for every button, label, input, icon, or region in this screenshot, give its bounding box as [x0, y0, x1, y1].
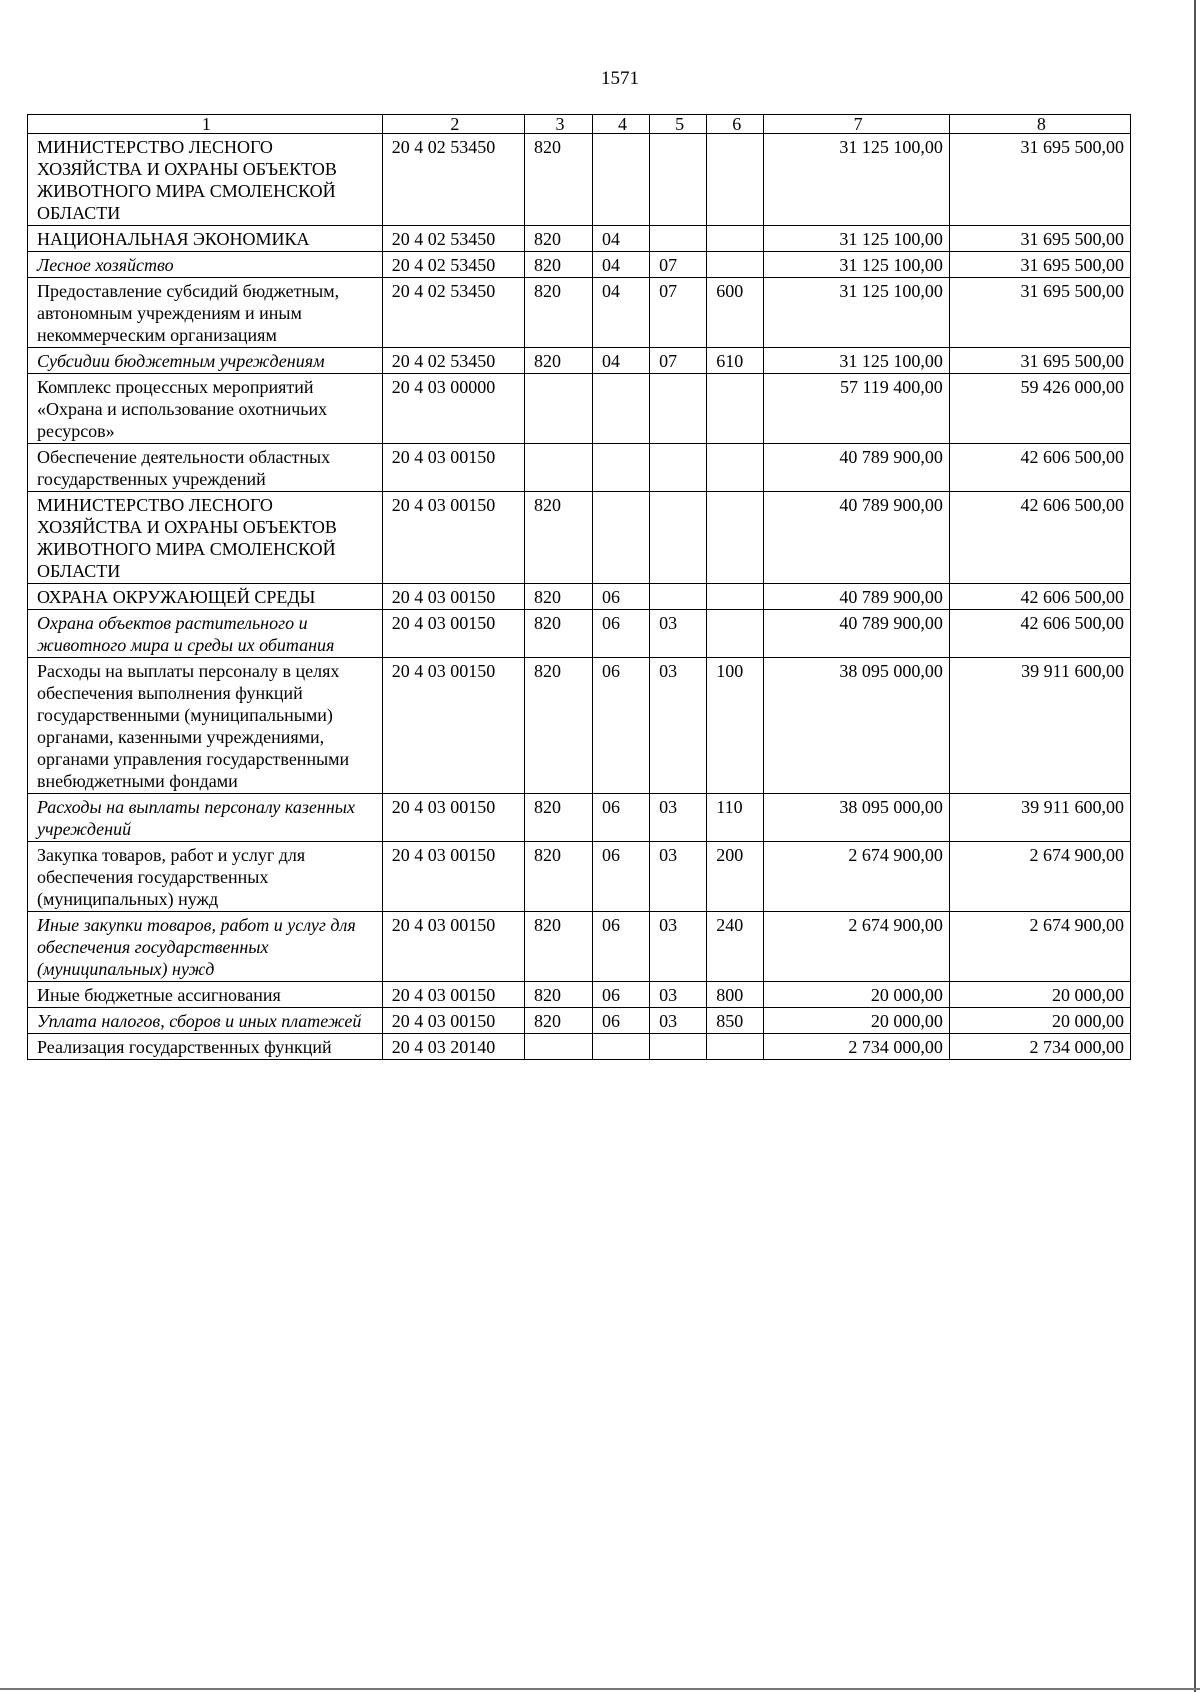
header-col-8: 8 [949, 115, 1130, 134]
table-row [28, 842, 1131, 912]
row-name-cell: Охрана объектов растительного и животного мира и среды их обитания [28, 610, 383, 658]
row-amount-year2-cell: 59 426 000,00 [949, 374, 1130, 444]
row-subsection-cell [650, 134, 707, 226]
row-section-cell: 06 [592, 982, 649, 1008]
row-expense-type-cell [707, 226, 764, 252]
row-expense-type-cell [707, 610, 764, 658]
row-subsection-cell [650, 584, 707, 610]
table-row [28, 374, 1131, 444]
row-section-cell: 04 [592, 252, 649, 278]
row-section-cell [592, 134, 649, 226]
budget-table [27, 114, 1131, 1060]
row-amount-year2-cell: 42 606 500,00 [949, 610, 1130, 658]
row-amount-year2-cell: 31 695 500,00 [949, 134, 1130, 226]
row-amount-year1-cell: 40 789 900,00 [764, 444, 949, 492]
row-section-cell: 04 [592, 348, 649, 374]
row-amount-year1-cell: 31 125 100,00 [764, 348, 949, 374]
row-expense-type-cell: 110 [707, 794, 764, 842]
row-name-cell: Обеспечение деятельности областных государственных учреждений [28, 444, 383, 492]
row-code-cell: 20 4 03 00000 [382, 374, 524, 444]
row-amount-year2-cell: 42 606 500,00 [949, 492, 1130, 584]
header-col-5: 5 [650, 115, 707, 134]
row-ministry-code-cell: 820 [525, 584, 593, 610]
row-amount-year1-cell: 38 095 000,00 [764, 794, 949, 842]
row-section-cell: 06 [592, 794, 649, 842]
row-section-cell: 06 [592, 1008, 649, 1034]
row-code-cell: 20 4 03 00150 [382, 658, 524, 794]
table-body [28, 134, 1131, 1060]
row-code-cell: 20 4 03 00150 [382, 912, 524, 982]
row-name-cell: Реализация государственных функций [28, 1034, 383, 1060]
row-expense-type-cell [707, 492, 764, 584]
row-subsection-cell: 03 [650, 1008, 707, 1034]
row-code-cell: 20 4 03 00150 [382, 842, 524, 912]
row-name-cell: Расходы на выплаты персоналу казенных учреждений [28, 794, 383, 842]
row-ministry-code-cell [525, 1034, 593, 1060]
row-subsection-cell: 03 [650, 912, 707, 982]
header-col-7: 7 [764, 115, 949, 134]
row-ministry-code-cell: 820 [525, 1008, 593, 1034]
row-expense-type-cell [707, 374, 764, 444]
table-row [28, 982, 1131, 1008]
row-subsection-cell: 07 [650, 278, 707, 348]
row-amount-year1-cell: 40 789 900,00 [764, 610, 949, 658]
row-section-cell: 04 [592, 278, 649, 348]
row-section-cell [592, 374, 649, 444]
table-row [28, 912, 1131, 982]
row-ministry-code-cell: 820 [525, 842, 593, 912]
row-name-cell: МИНИСТЕРСТВО ЛЕСНОГО ХОЗЯЙСТВА И ОХРАНЫ ОБЪЕКТОВ ЖИВОТНОГО МИРА СМОЛЕНСКОЙ ОБЛАСТИ [28, 134, 383, 226]
row-expense-type-cell [707, 584, 764, 610]
header-col-6: 6 [707, 115, 764, 134]
row-expense-type-cell: 800 [707, 982, 764, 1008]
row-ministry-code-cell: 820 [525, 278, 593, 348]
row-name-cell: Комплекс процессных мероприятий «Охрана и использование охотничьих ресурсов» [28, 374, 383, 444]
row-name-cell: НАЦИОНАЛЬНАЯ ЭКОНОМИКА [28, 226, 383, 252]
row-subsection-cell [650, 444, 707, 492]
table-row [28, 1008, 1131, 1034]
row-ministry-code-cell: 820 [525, 492, 593, 584]
row-amount-year1-cell: 2 674 900,00 [764, 912, 949, 982]
row-code-cell: 20 4 02 53450 [382, 252, 524, 278]
table-row [28, 658, 1131, 794]
row-subsection-cell [650, 226, 707, 252]
row-amount-year1-cell: 40 789 900,00 [764, 584, 949, 610]
table-row [28, 278, 1131, 348]
row-amount-year2-cell: 31 695 500,00 [949, 252, 1130, 278]
row-name-cell: Закупка товаров, работ и услуг для обеспечения государственных (муниципальных) нужд [28, 842, 383, 912]
row-subsection-cell [650, 1034, 707, 1060]
page-number: 1571 [601, 68, 639, 89]
header-col-1: 1 [28, 115, 383, 134]
table-row [28, 444, 1131, 492]
table-row [28, 794, 1131, 842]
row-name-cell: Иные бюджетные ассигнования [28, 982, 383, 1008]
row-code-cell: 20 4 03 00150 [382, 1008, 524, 1034]
page-edge-right [1194, 0, 1196, 1692]
row-amount-year2-cell: 31 695 500,00 [949, 278, 1130, 348]
row-name-cell: МИНИСТЕРСТВО ЛЕСНОГО ХОЗЯЙСТВА И ОХРАНЫ ОБЪЕКТОВ ЖИВОТНОГО МИРА СМОЛЕНСКОЙ ОБЛАСТИ [28, 492, 383, 584]
table-row [28, 492, 1131, 584]
row-subsection-cell [650, 492, 707, 584]
row-amount-year2-cell: 42 606 500,00 [949, 584, 1130, 610]
row-expense-type-cell: 200 [707, 842, 764, 912]
table-row [28, 348, 1131, 374]
row-subsection-cell: 07 [650, 348, 707, 374]
row-amount-year2-cell: 20 000,00 [949, 1008, 1130, 1034]
row-subsection-cell: 03 [650, 794, 707, 842]
row-amount-year1-cell: 31 125 100,00 [764, 134, 949, 226]
row-ministry-code-cell: 820 [525, 912, 593, 982]
table-row [28, 252, 1131, 278]
row-code-cell: 20 4 03 00150 [382, 584, 524, 610]
row-amount-year2-cell: 31 695 500,00 [949, 348, 1130, 374]
row-name-cell: Лесное хозяйство [28, 252, 383, 278]
header-col-2: 2 [382, 115, 524, 134]
row-section-cell: 06 [592, 584, 649, 610]
row-section-cell: 06 [592, 842, 649, 912]
row-expense-type-cell [707, 252, 764, 278]
row-subsection-cell: 03 [650, 610, 707, 658]
row-ministry-code-cell: 820 [525, 610, 593, 658]
row-amount-year1-cell: 2 734 000,00 [764, 1034, 949, 1060]
row-amount-year1-cell: 20 000,00 [764, 982, 949, 1008]
row-amount-year2-cell: 39 911 600,00 [949, 658, 1130, 794]
row-name-cell: Расходы на выплаты персоналу в целях обеспечения выполнения функций государственными (муниципальными) органами, казенными учреждениями, органами управления государственными внебюджетными фондами [28, 658, 383, 794]
row-code-cell: 20 4 02 53450 [382, 226, 524, 252]
row-amount-year2-cell: 20 000,00 [949, 982, 1130, 1008]
row-ministry-code-cell [525, 374, 593, 444]
row-code-cell: 20 4 03 00150 [382, 982, 524, 1008]
row-section-cell [592, 444, 649, 492]
row-code-cell: 20 4 03 00150 [382, 610, 524, 658]
row-name-cell: Иные закупки товаров, работ и услуг для обеспечения государственных (муниципальных) нужд [28, 912, 383, 982]
row-amount-year2-cell: 2 734 000,00 [949, 1034, 1130, 1060]
row-ministry-code-cell: 820 [525, 794, 593, 842]
row-code-cell: 20 4 03 00150 [382, 492, 524, 584]
row-amount-year1-cell: 31 125 100,00 [764, 252, 949, 278]
row-amount-year1-cell: 38 095 000,00 [764, 658, 949, 794]
table-row [28, 226, 1131, 252]
row-code-cell: 20 4 02 53450 [382, 278, 524, 348]
table-row [28, 134, 1131, 226]
row-expense-type-cell: 610 [707, 348, 764, 374]
row-code-cell: 20 4 02 53450 [382, 134, 524, 226]
row-section-cell [592, 492, 649, 584]
row-expense-type-cell [707, 1034, 764, 1060]
row-amount-year2-cell: 2 674 900,00 [949, 912, 1130, 982]
row-amount-year2-cell: 31 695 500,00 [949, 226, 1130, 252]
row-code-cell: 20 4 02 53450 [382, 348, 524, 374]
row-expense-type-cell: 100 [707, 658, 764, 794]
row-expense-type-cell [707, 134, 764, 226]
table-row [28, 584, 1131, 610]
page-edge-bottom [0, 1688, 1200, 1690]
row-name-cell: Предоставление субсидий бюджетным, автономным учреждениям и иным некоммерческим организациям [28, 278, 383, 348]
row-amount-year1-cell: 57 119 400,00 [764, 374, 949, 444]
row-name-cell: ОХРАНА ОКРУЖАЮЩЕЙ СРЕДЫ [28, 584, 383, 610]
row-amount-year1-cell: 20 000,00 [764, 1008, 949, 1034]
row-expense-type-cell: 850 [707, 1008, 764, 1034]
header-row [28, 115, 1131, 134]
row-amount-year2-cell: 2 674 900,00 [949, 842, 1130, 912]
row-ministry-code-cell [525, 444, 593, 492]
row-subsection-cell: 03 [650, 982, 707, 1008]
row-section-cell: 06 [592, 610, 649, 658]
table-row [28, 1034, 1131, 1060]
table-row [28, 610, 1131, 658]
row-code-cell: 20 4 03 20140 [382, 1034, 524, 1060]
row-name-cell: Субсидии бюджетным учреждениям [28, 348, 383, 374]
row-code-cell: 20 4 03 00150 [382, 794, 524, 842]
row-ministry-code-cell: 820 [525, 348, 593, 374]
row-ministry-code-cell: 820 [525, 658, 593, 794]
row-section-cell: 04 [592, 226, 649, 252]
row-amount-year2-cell: 39 911 600,00 [949, 794, 1130, 842]
row-expense-type-cell: 240 [707, 912, 764, 982]
row-section-cell [592, 1034, 649, 1060]
row-ministry-code-cell: 820 [525, 982, 593, 1008]
row-subsection-cell: 03 [650, 842, 707, 912]
row-subsection-cell: 03 [650, 658, 707, 794]
row-subsection-cell [650, 374, 707, 444]
row-expense-type-cell: 600 [707, 278, 764, 348]
row-amount-year1-cell: 31 125 100,00 [764, 226, 949, 252]
row-ministry-code-cell: 820 [525, 134, 593, 226]
row-amount-year1-cell: 2 674 900,00 [764, 842, 949, 912]
row-name-cell: Уплата налогов, сборов и иных платежей [28, 1008, 383, 1034]
row-amount-year1-cell: 31 125 100,00 [764, 278, 949, 348]
row-amount-year1-cell: 40 789 900,00 [764, 492, 949, 584]
row-section-cell: 06 [592, 658, 649, 794]
row-amount-year2-cell: 42 606 500,00 [949, 444, 1130, 492]
row-subsection-cell: 07 [650, 252, 707, 278]
row-ministry-code-cell: 820 [525, 252, 593, 278]
header-col-3: 3 [525, 115, 593, 134]
row-ministry-code-cell: 820 [525, 226, 593, 252]
row-expense-type-cell [707, 444, 764, 492]
row-code-cell: 20 4 03 00150 [382, 444, 524, 492]
header-col-4: 4 [592, 115, 649, 134]
row-section-cell: 06 [592, 912, 649, 982]
